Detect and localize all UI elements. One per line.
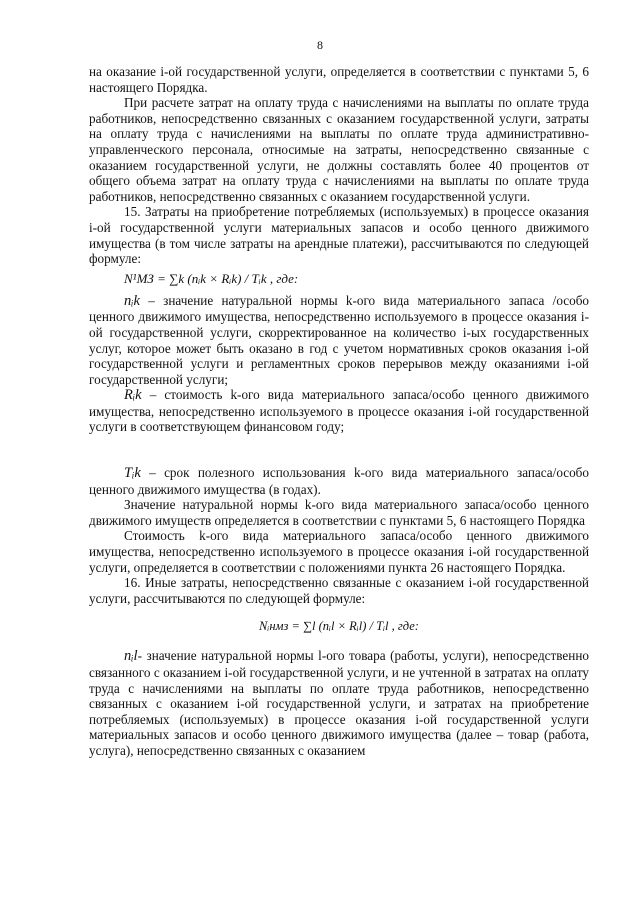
page-number: 8 [317,38,323,52]
symbol-n: nᵢk [124,292,140,309]
symbol-r: Rᵢk [124,387,142,404]
definition-r [89,387,589,435]
paragraph: на оказание i-ой государственной услуги, определяется в соответствии с пунктами 5, 6 настоящего Порядка. [89,64,589,95]
paragraph-section-15: 15. Затраты на приобретение потребляемых (используемых) в процессе оказания i-ой государственной услуги материальных запасов и особо ценного движимого имущества (в том числе затраты на арендные платежи), рассчитываются по следующей формуле: [89,204,589,267]
definition-n [89,293,589,388]
definition-t [89,465,589,497]
document-body [89,64,589,759]
paragraph-section-16: 16. Иные затраты, непосредственно связанные с оказанием i-ой государственной услуги, рассчитываются по следующей формуле: [89,575,589,606]
definition-text: - значение натуральной нормы l-ого товара (работы, услуги), непосредственно связанного с оказанием i-ой государственной услуги, и не учтенной в затратах на оплату труда с начислениями на выплаты по оплате труда работников, непосредственно связанных с оказанием i-ой государственной услуги, и затратах на приобретение потребляемых (используемых) в процессе оказания i-ой государственной услуги материальных запасов и особо ценного движимого имущества (далее – товар (работа, услуга), непосредственно связанных с оказанием [89,648,589,758]
spacer [89,435,589,465]
symbol-nl: nᵢl [124,648,138,665]
formula-other-costs: Nᵢнмз = ∑l (nᵢl × Rᵢl) / Tᵢl , где: [259,619,419,634]
symbol-t: Tᵢk [124,465,141,482]
definition-text: – срок полезного использования k-ого вида материального запаса/особо ценного движимого имущества (в годах). [89,465,589,497]
definition-text: – значение натуральной нормы k-ого вида материального запаса /особо ценного движимого имущества, непосредственно используемого в процессе оказания i-ой государственной услуги, скорректированное на количество i-ых государственных услуг, которое может быть оказано в год с учетом нормативных сроков оказания i-ой государственной услуги и регламентных сроков перерывов между оказаниями i-ой государственной услуги; [89,292,589,387]
paragraph: Значение натуральной нормы k-ого вида материального запаса/особо ценного движимого имуществ определяется в соответствии с пунктами 5, 6 настоящего Порядка [89,497,589,528]
definition-nl [89,648,589,758]
paragraph: При расчете затрат на оплату труда с начислениями на выплаты по оплате труда работников, непосредственно связанных с оказанием государственной услуги, затраты на оплату труда с начислениями на выплаты по оплате труда административно-управленческого персонала, относимые на затраты, непосредственно связанные с оказанием государственной услуги, не должны составлять более 40 процентов от общего объема затрат на оплату труда с начислениями на выплаты по оплате труда работников, непосредственно связанных с оказанием государственной услуги. [89,95,589,204]
paragraph: Стоимость k-ого вида материального запаса/особо ценного движимого имущества, непосредственно используемого в процессе оказания i-ой государственной услуги, определяется в соответствии с положениями пункта 26 настоящего Порядка. [89,528,589,575]
formula-material-costs: N¹МЗ = ∑k (nᵢk × Rᵢk) / Tᵢk , где: [124,270,299,286]
definition-text: – стоимость k-ого вида материального запаса/особо ценного движимого имущества, непосредственно используемого в процессе оказания i-ой государственной услуги в соответствующем финансовом году; [89,387,589,435]
